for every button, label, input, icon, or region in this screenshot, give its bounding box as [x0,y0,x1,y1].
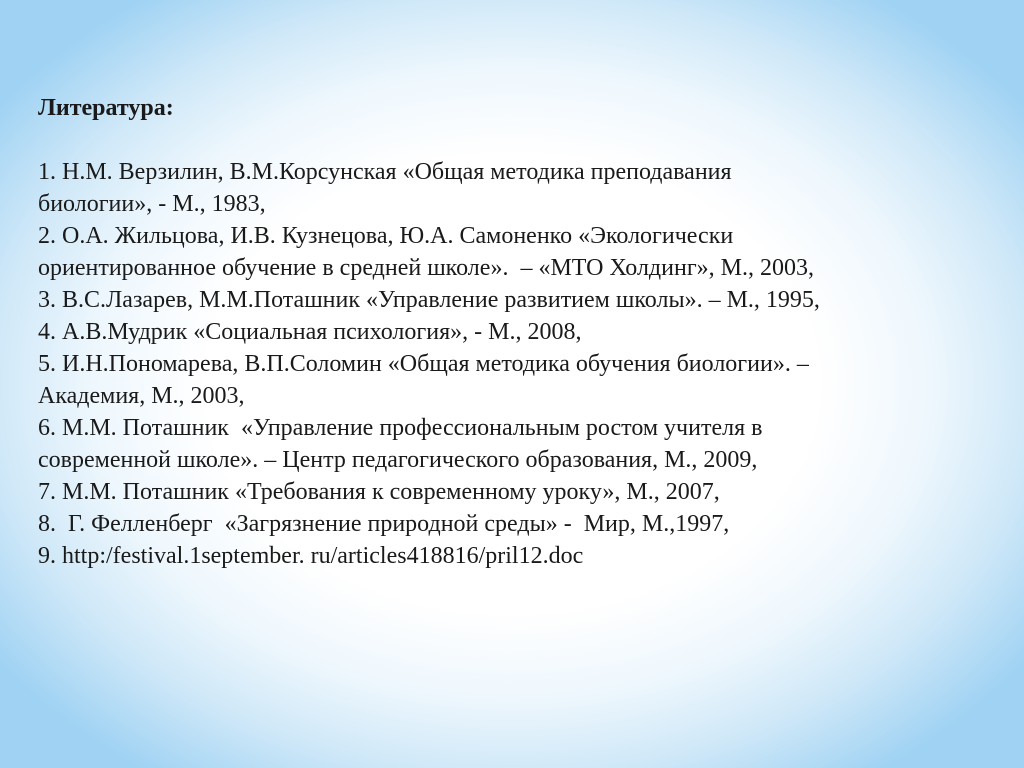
reference-line: Академия, М., 2003, [38,383,245,409]
reference-line: 3. В.С.Лазарев, М.М.Поташник «Управление развитием школы». – М., 1995, [38,287,820,313]
reference-line: биологии», - М., 1983, [38,191,266,217]
reference-link: 9. http:/festival.1september. ru/articles418816/pril12.doc [38,543,584,569]
reference-line: 5. И.Н.Пономарева, В.П.Соломин «Общая методика обучения биологии». – [38,351,809,377]
reference-line: 8. Г. Фелленберг «Загрязнение природной среды» - Мир, М.,1997, [38,511,730,537]
page-title: Литература: [38,95,174,121]
reference-line: ориентированное обучение в средней школе». – «МТО Холдинг», М., 2003, [38,255,815,281]
reference-line: современной школе». – Центр педагогического образования, М., 2009, [38,447,758,473]
reference-line: 6. М.М. Поташник «Управление профессиональным ростом учителя в [38,415,763,441]
reference-line: 1. Н.М. Верзилин, В.М.Корсунская «Общая методика преподавания [38,159,732,185]
reference-list [38,156,998,572]
slide-content [38,92,998,572]
reference-line: 4. А.В.Мудрик «Социальная психология», - М., 2008, [38,319,582,345]
reference-line: 2. О.А. Жильцова, И.В. Кузнецова, Ю.А. Самоненко «Экологически [38,223,734,249]
reference-line: 7. М.М. Поташник «Требования к современному уроку», М., 2007, [38,479,720,505]
